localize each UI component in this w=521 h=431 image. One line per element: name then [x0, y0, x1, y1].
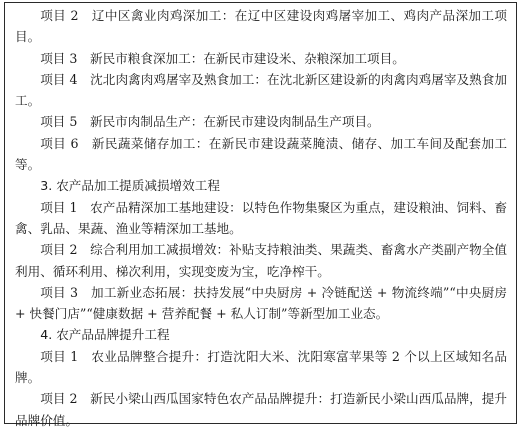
- section-heading: 3. 农产品加工提质减损增效工程: [40, 178, 220, 194]
- section-heading: 4. 农产品品牌提升工程: [40, 327, 170, 343]
- project-item: 项目 2 辽中区禽业肉鸡深加工：在辽中区建设肉鸡屠宰加工、鸡肉产品深加工项目。: [15, 8, 507, 45]
- project-item: 项目 6 新民蔬菜储存加工：在新民市建设蔬菜腌渍、储存、加工车间及配套加工等。: [15, 135, 507, 173]
- project-item: 项目 4 沈北肉禽肉鸡屠宰及熟食加工：在沈北新区建设新的肉禽肉鸡屠宰及熟食加工。: [15, 71, 507, 109]
- project-item: 项目 5 新民市肉制品生产：在新民市建设肉制品生产项目。: [40, 114, 380, 130]
- project-item: 项目 1 农产品精深加工基地建设：以特色作物集聚区为重点，建设粮油、饲料、畜禽、乳品、果蔬、渔业等精深加工基地。: [15, 199, 507, 236]
- boxed-project-list: [4, 2, 517, 428]
- project-item: 项目 2 新民小梁山西瓜国家特色农产品品牌提升：打造新民小梁山西瓜品牌，提升品牌价值。: [15, 391, 507, 428]
- project-item: 项目 1 农业品牌整合提升：打造沈阳大米、沈阳寒富苹果等 2 个以上区域知名品牌。: [15, 348, 507, 386]
- project-item: 项目 3 新民市粮食深加工：在新民市建设米、杂粮深加工项目。: [40, 50, 405, 66]
- project-item: 项目 2 综合利用加工减损增效：补贴支持粮油类、果蔬类、畜禽水产类副产物全值利用、循环利用、梯次利用，实现变废为宝，吃净榨干。: [15, 242, 507, 279]
- project-item: 项目 3 加工新业态拓展：扶持发展“中央厨房 + 冷链配送 + 物流终端”“中央厨房 + 快餐门店”“健康数据 + 营养配餐 + 私人订制”等新型加工业态。: [15, 284, 507, 322]
